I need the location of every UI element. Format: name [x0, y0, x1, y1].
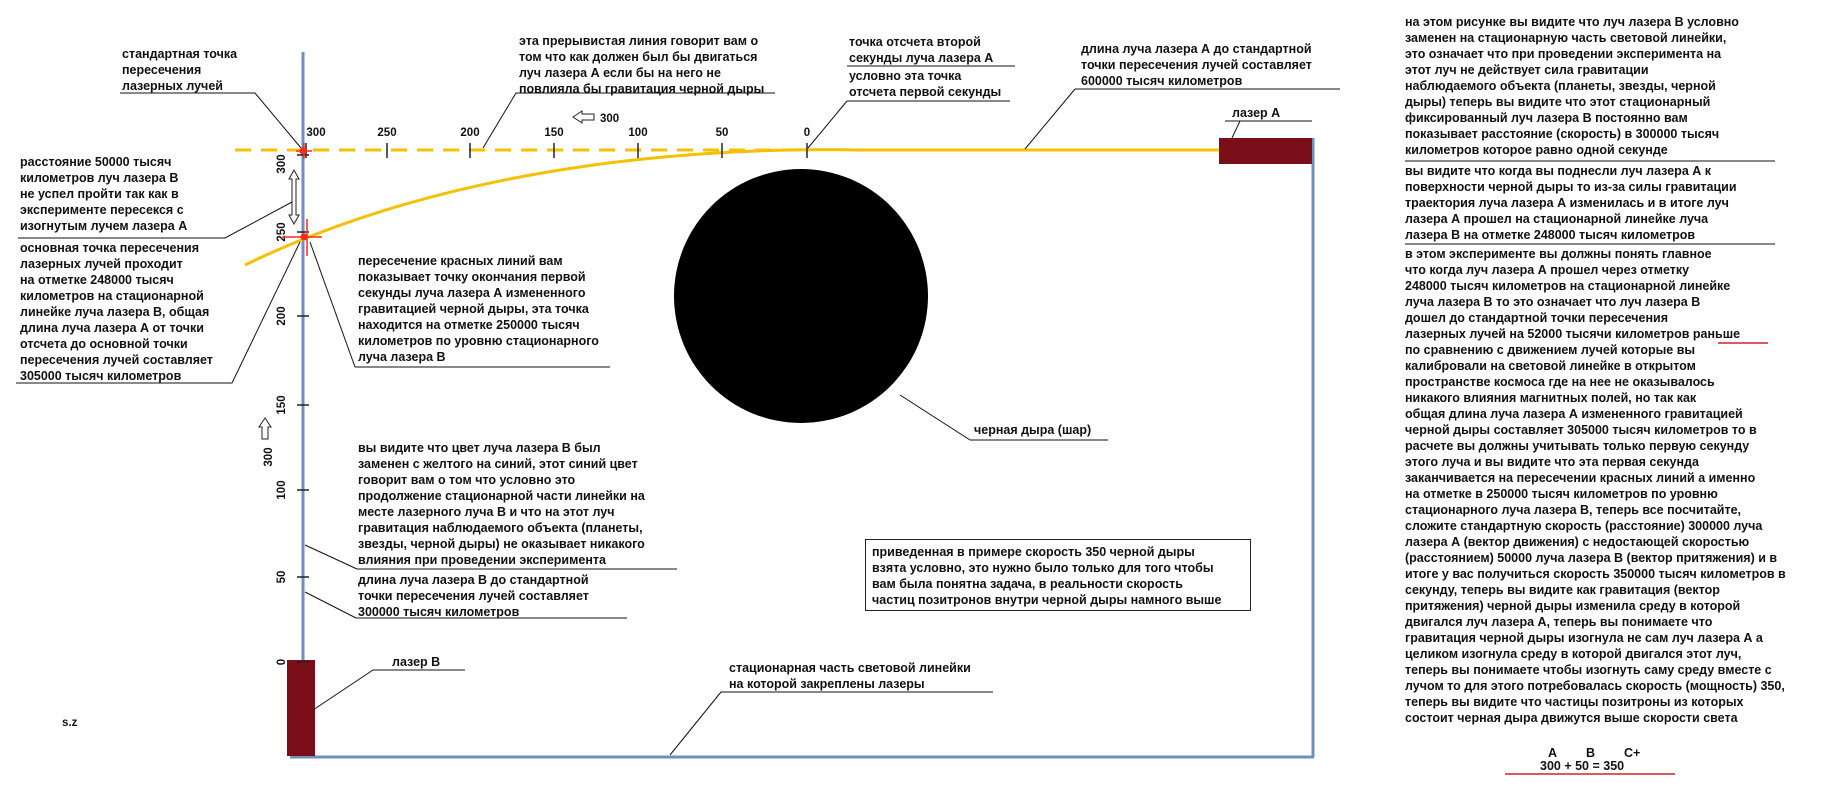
note-distance-50000: расстояние 50000 тысяч километров луч лазера В не успел пройти так как в эксперименте пересекся с изогнутым лучем лазера А: [20, 155, 188, 233]
signature: s.z: [62, 717, 78, 729]
right-block-3: [1405, 246, 1786, 726]
top-tick-label-150: 150: [544, 127, 564, 139]
note-blue-color: вы видите что цвет луча лазера В был заменен с желтого на синий, этот синий цвет говорит вам о том что условно это продолжение стационарной части линейки на месте лазерного луча В и что на этот луч гравитация наблюдаемого объекта (планеты, звезды, черной дыры) не оказывает никакого влияния при проведении эксперимента: [358, 441, 645, 567]
black-hole: [674, 169, 928, 423]
laser-b-box: [287, 660, 315, 756]
speed-note-box: [865, 539, 1251, 611]
black-hole-label: черная дыра (шар): [974, 423, 1092, 437]
standard-point-dot: [300, 148, 307, 155]
top-direction-arrow-icon: [573, 111, 594, 123]
left-tick-label-50: 50: [276, 570, 288, 584]
right-block-3-post: по сравнению с движением лучей которые вы калибровали на световой линейке в открытом пространстве космоса где на нее не оказывалось никакого влияния магнитных полей, но так как общая длина луча лазера А измененного гравитацией черной дыры составляет 305000 тысяч километров то в расчете вы должны учитывать только первую секунду этого луча и вы видите что эта первая секунда заканчивается на пересечении красных линий а именно на отметке в 250000 тысяч километров по уровню стационарного луча лазера В, теперь все посчитайте, сложите стандартную скорость (расстояние) 300000 луча лазера А (вектор движения) с недостающей скоростью (расстоянием) 50000 луча лазера В (вектор притяжения) и в итоге у вас получиться скорость 350000 тысяч километров в секунду, теперь вы видите как гравитация (вектор притяжения) черной дыры изменила среду в которой двигался луч лазера А, теперь вы понимаете что гравитация черной дыры изогнула не сам луч лазера А а целиком изогнула среду в которой двигался этот луч, теперь вы понимаете чтобы изогнуть саму среду вместе с лучом то для этого потребовалась скорость (мощность) 350, теперь вы видите что частицы позитроны из которых состоит черная дыра движутся выше скорости света: [1405, 343, 1786, 725]
formula-letter-c: C+: [1624, 746, 1641, 760]
left-tick-label-250: 250: [276, 222, 288, 242]
top-tick-label-100: 100: [628, 127, 648, 139]
left-direction-arrow-icon: [259, 418, 271, 439]
laser-b-label: лазер В: [392, 655, 441, 669]
left-tick-label-200: 200: [276, 306, 288, 326]
note-length-a: длина луча лазера А до стандартной точки пересечения лучей составляет 600000 тысяч километров: [1081, 42, 1312, 88]
laser-a-label: лазер А: [1232, 106, 1281, 120]
top-tick-label-250: 250: [377, 127, 397, 139]
right-block-1: на этом рисунке вы видите что луч лазера В условно заменен на стационарную часть световой линейки, это означает что при проведении эксперимента на этот луч не действует сила гравитации наблюдаемого объекта (планеты, звезды, черной дыры) теперь вы видите что этот стационарный фиксированный луч лазера В постоянно вам показывает расстояние (скорость) в 300000 тысяч километров которое равно одной секунде: [1405, 15, 1739, 157]
main-intersection-dot: [301, 234, 308, 241]
gap-double-arrow-icon: [289, 170, 299, 224]
formula-line: 300 + 50 = 350: [1540, 759, 1625, 773]
note-standard-point: стандартная точка пересечения лазерных лучей: [122, 47, 238, 93]
left-tick-label-150: 150: [276, 395, 288, 415]
formula-letter-a: A: [1548, 746, 1558, 760]
left-arrow-label: 300: [263, 447, 275, 467]
note-speed: приведенная в примере скорость 350 черной дыры взята условно, это нужно было только для того чтобы вам была понятна задача, в реальности скорость частиц позитронов внутри черной дыры намного выше: [872, 545, 1222, 607]
top-tick-label-0: 0: [803, 127, 811, 139]
note-dashed-line: эта прерывистая линия говорит вам о том что как должен был бы двигаться луч лазера А если бы на него не повлияла бы гравитация черной дыры: [519, 34, 765, 96]
note-main-point: основная точка пересечения лазерных лучей проходит на отметке 248000 тысяч километров на стационарной линейке луча лазера В, общая длина луча лазера А от точки отсчета до основной точки пересечения лучей составляет 305000 тысяч километров: [20, 241, 213, 383]
left-tick-label-100: 100: [276, 480, 288, 500]
note-second-second: точка отсчета второй секунды луча лазера А: [849, 35, 994, 65]
laser-a-leader: [1232, 121, 1240, 138]
formula-letter-b: B: [1586, 746, 1596, 760]
note-first-second: условно эта точка отсчета первой секунды: [849, 69, 1002, 99]
note-stationary: стационарная часть световой линейки на которой закреплены лазеры: [729, 661, 971, 691]
right-block-2: вы видите что когда вы поднесли луч лазера А к поверхности черной дыры то из-за силы гравитации траектория луча лазера А изменилась и в итоге луч лазера А прошел на стационарной линейке луча лазера В на отметке 248000 тысяч километров: [1405, 164, 1737, 242]
top-arrow-label: 300: [600, 113, 620, 125]
top-tick-label-50: 50: [715, 127, 729, 139]
formula-letters: [1548, 746, 1640, 760]
right-block-3-underlined: раньше: [1692, 327, 1741, 341]
note-length-b: длина луча лазера В до стандартной точки пересечения лучей составляет 300000 тысяч километров: [358, 573, 589, 619]
left-tick-label-300: 300: [276, 154, 288, 174]
laser-a-box: [1219, 138, 1312, 164]
top-tick-label-200: 200: [460, 127, 480, 139]
left-tick-label-0: 0: [276, 658, 288, 666]
top-tick-label-300: 300: [306, 127, 326, 139]
right-block-3-pre: в этом эксперименте вы должны понять главное что когда луч лазера А прошел через отметку 248000 тысяч километров на стационарной линейке луча лазера В то это означает что луч лазера В дошел до стандартной точки пересечения лазерных лучей на 52000 тысячи километров: [1405, 247, 1731, 341]
note-red-lines: пересечение красных линий вам показывает точку окончания первой секунды луча лазера А измененного гравитацией черной дыры, эта точка находится на отметке 250000 тысяч километров по уровню стационарного луча лазера В: [358, 254, 599, 364]
